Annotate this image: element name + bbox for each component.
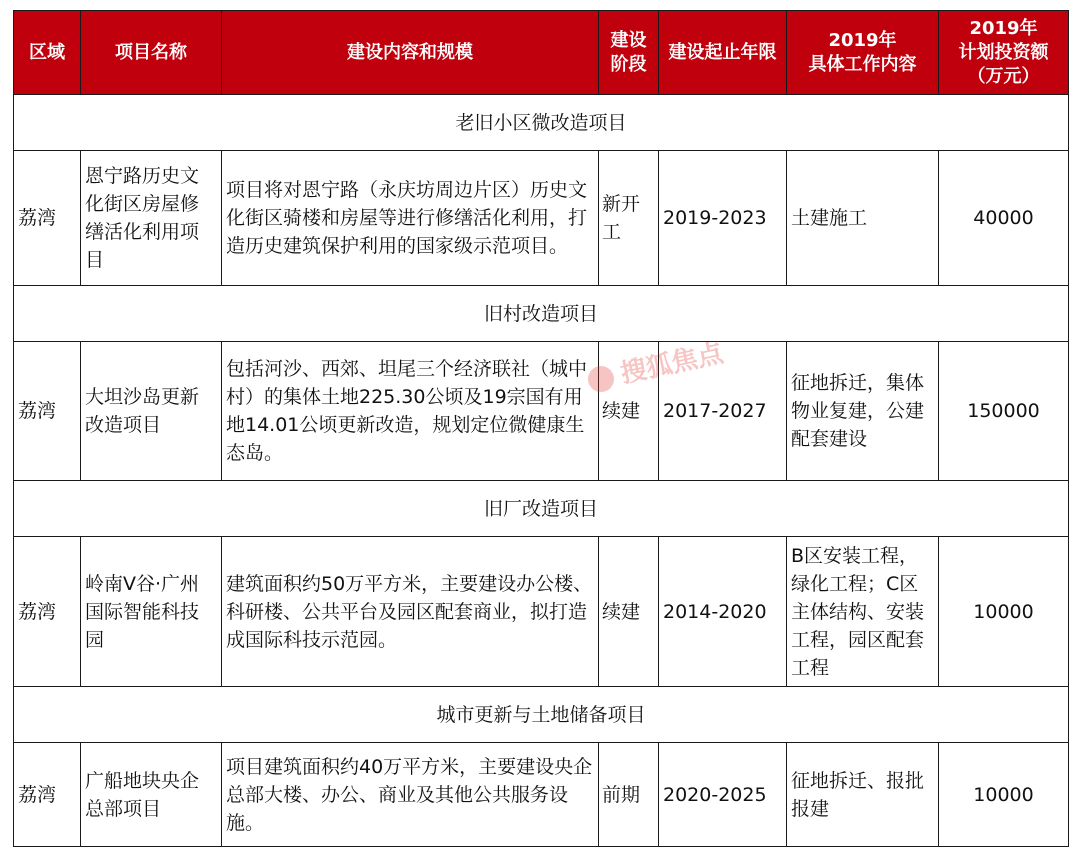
- table-row: [14, 743, 1069, 847]
- cell-region: 荔湾: [14, 151, 81, 286]
- header-amount: [939, 11, 1069, 95]
- cell-stage: 续建: [599, 537, 659, 687]
- header-project-name: 项目名称: [81, 11, 222, 95]
- cell-content: 项目建筑面积约40万平方米，主要建设央企总部大楼、办公、商业及其他公共服务设施。: [222, 743, 599, 847]
- header-work: [787, 11, 939, 95]
- cell-work: 土建施工: [787, 151, 939, 286]
- cell-amount: 10000: [939, 537, 1069, 687]
- cell-project-name: 恩宁路历史文化街区房屋修缮活化利用项目: [81, 151, 222, 286]
- header-region: 区域: [14, 11, 81, 95]
- section-title: 旧村改造项目: [14, 286, 1069, 342]
- cell-content: 项目将对恩宁路（永庆坊周边片区）历史文化街区骑楼和房屋等进行修缮活化利用，打造历史建筑保护利用的国家级示范项目。: [222, 151, 599, 286]
- header-work-text: 2019年 具体工作内容: [808, 29, 917, 75]
- cell-amount: 40000: [939, 151, 1069, 286]
- section-title: 旧厂改造项目: [14, 481, 1069, 537]
- investment-plan-table: [13, 10, 1069, 847]
- cell-work: 征地拆迁、报批报建: [787, 743, 939, 847]
- cell-project-name: 岭南V谷·广州国际智能科技园: [81, 537, 222, 687]
- cell-amount: 150000: [939, 342, 1069, 481]
- section-row: [14, 95, 1069, 151]
- cell-project-name: 大坦沙岛更新改造项目: [81, 342, 222, 481]
- watermark-text: 搜狐焦点: [618, 338, 726, 390]
- cell-content: 包括河沙、西郊、坦尾三个经济联社（城中村）的集体土地225.30公顷及19宗国有用地14.01公顷更新改造，规划定位微健康生态岛。: [222, 342, 599, 481]
- cell-years: 2017-2027: [659, 342, 787, 481]
- cell-years: 2019-2023: [659, 151, 787, 286]
- section-row: [14, 481, 1069, 537]
- header-years: 建设起止年限: [659, 11, 787, 95]
- cell-work: 征地拆迁，集体物业复建，公建配套建设: [787, 342, 939, 481]
- header-content-scale: 建设内容和规模: [222, 11, 599, 95]
- cell-region: 荔湾: [14, 537, 81, 687]
- section-row: [14, 286, 1069, 342]
- cell-work: B区安装工程，绿化工程；C区主体结构、安装工程，园区配套工程: [787, 537, 939, 687]
- cell-amount: 10000: [939, 743, 1069, 847]
- table-row: [14, 151, 1069, 286]
- cell-years: 2014-2020: [659, 537, 787, 687]
- table-header-row: [14, 11, 1069, 95]
- table-row: [14, 537, 1069, 687]
- cell-stage: 前期: [599, 743, 659, 847]
- cell-content: 建筑面积约50万平方米，主要建设办公楼、科研楼、公共平台及园区配套商业，拟打造成国际科技示范园。: [222, 537, 599, 687]
- cell-region: 荔湾: [14, 743, 81, 847]
- section-title: 城市更新与土地储备项目: [14, 687, 1069, 743]
- header-stage: [599, 11, 659, 95]
- table-row: [14, 342, 1069, 481]
- cell-region: 荔湾: [14, 342, 81, 481]
- header-amount-text: 2019年 计划投资额 （万元）: [958, 17, 1049, 87]
- section-row: [14, 687, 1069, 743]
- cell-stage: 续建: [599, 342, 659, 481]
- section-title: 老旧小区微改造项目: [14, 95, 1069, 151]
- header-stage-text: 建设 阶段: [610, 29, 647, 75]
- cell-stage: 新开工: [599, 151, 659, 286]
- cell-years: 2020-2025: [659, 743, 787, 847]
- cell-project-name: 广船地块央企总部项目: [81, 743, 222, 847]
